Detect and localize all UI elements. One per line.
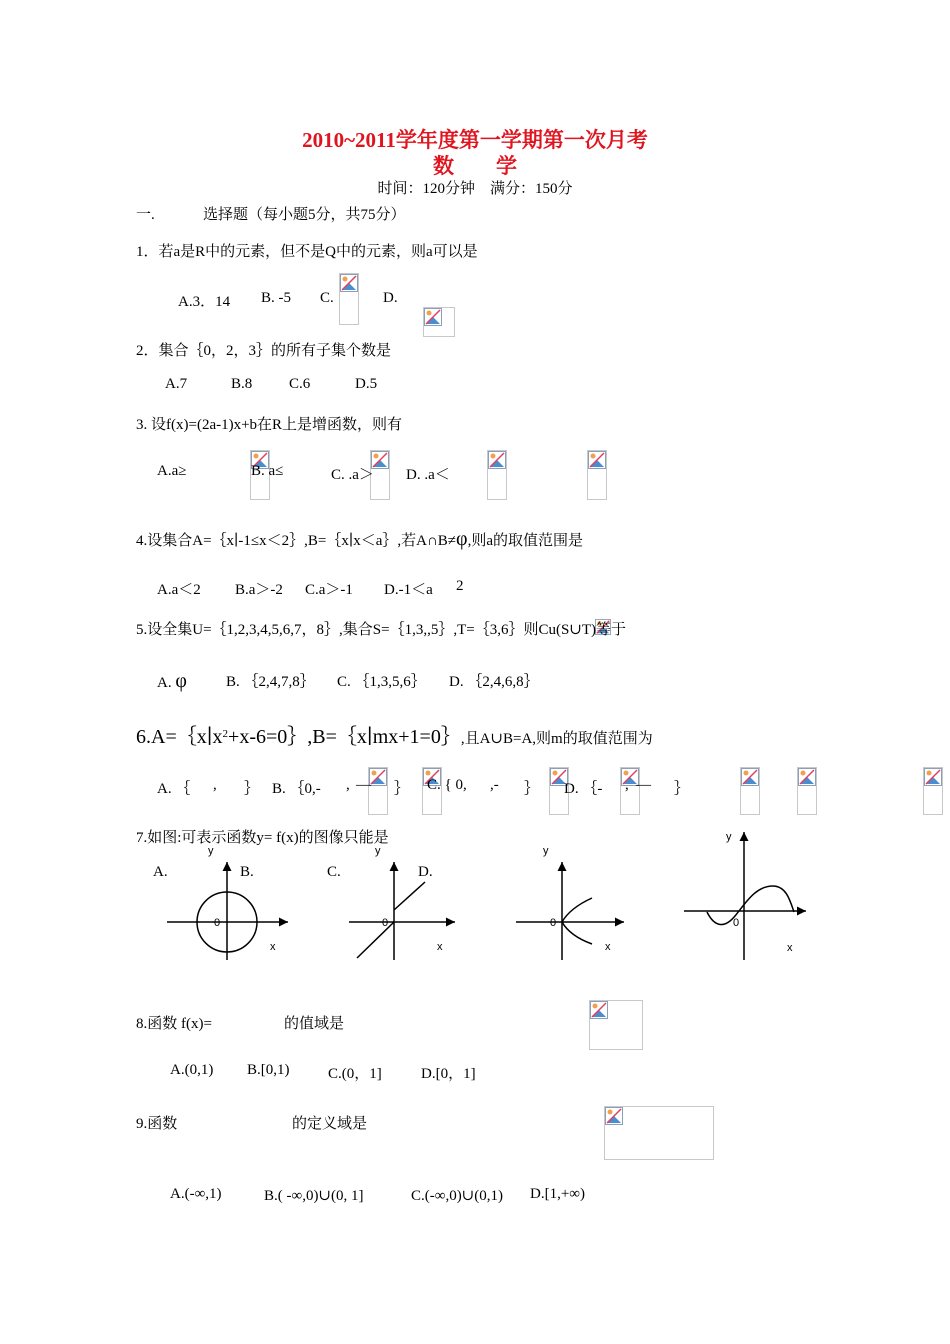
q7-option-d: D.	[418, 864, 433, 880]
q4-stem	[136, 528, 583, 551]
broken-image-icon	[487, 450, 507, 500]
broken-image-icon	[368, 767, 388, 815]
q9-option-a: A.(-∞,1)	[170, 1186, 222, 1202]
q6-option-b-sep: ,	[346, 777, 350, 793]
q9-stem-prefix: 9.函数	[136, 1116, 178, 1132]
q6-stem-part3: ,且A∪B=A,则m的取值范围为	[460, 731, 653, 747]
x-axis-label: x	[787, 942, 793, 954]
phi-symbol: φ	[456, 528, 468, 550]
broken-image-icon	[369, 768, 387, 786]
q6-stem-part2: +x-6=0｝,B=｛x∣mx+1=0｝	[228, 726, 461, 748]
q5-stem: 5.设全集U=｛1,2,3,4,5,6,7，8｝,集合S=｛1,3,,5｝,T=｛3,6｝则Cu(S∪T)等于	[136, 622, 627, 638]
graph-a	[167, 845, 288, 960]
broken-image-icon	[339, 273, 359, 325]
y-axis-label: y	[543, 845, 549, 857]
origin-label: 0	[382, 917, 389, 929]
q6-superscript: 2	[222, 728, 229, 740]
broken-image-icon	[423, 307, 455, 337]
q8-stem-suffix: 的值域是	[284, 1016, 345, 1032]
graph-c	[516, 845, 624, 960]
fraction-dash: —	[356, 777, 371, 793]
time-info: 时间：120分钟 满分：150分	[377, 181, 573, 197]
q7-option-b: B.	[240, 864, 254, 880]
q6-option-c-close: ｝	[524, 781, 540, 797]
exam-title: 2010~2011学年度第一学期第一次月考	[302, 128, 648, 152]
q3-option-c: C. .a＞	[331, 467, 374, 483]
q6-option-a-close: ｝	[244, 781, 260, 797]
broken-image-icon	[924, 768, 942, 786]
q2-option-a: A.7	[165, 376, 188, 392]
origin-label: 0	[550, 917, 557, 929]
q5-option-b: B. ｛2,4,7,8｝	[226, 674, 315, 690]
origin-label: 0	[214, 917, 221, 929]
x-axis-label: x	[270, 941, 276, 953]
q4-option-c: C.a＞-1	[305, 582, 353, 598]
q9-option-b: B.( -∞,0)∪(0, 1]	[264, 1188, 364, 1204]
q9-option-d: D.[1,+∞)	[530, 1186, 585, 1202]
q5-option-c: C. ｛1,3,5,6｝	[337, 674, 426, 690]
q2-option-c: C.6	[289, 376, 311, 392]
q6-stem	[136, 720, 653, 749]
broken-image-icon	[798, 768, 816, 786]
q3-option-b: B. a≤	[251, 463, 284, 479]
q2-option-b: B.8	[231, 376, 253, 392]
broken-image-icon	[605, 1107, 623, 1125]
q7-option-c: C.	[327, 864, 341, 880]
section-number: 一.	[136, 207, 155, 223]
q5-option-d: D. ｛2,4,6,8｝	[449, 674, 539, 690]
phi-symbol: φ	[175, 670, 187, 692]
graph-d	[684, 831, 806, 960]
q8-option-a: A.(0,1)	[170, 1062, 214, 1078]
q5-option-a	[157, 670, 187, 693]
broken-image-icon	[740, 767, 760, 815]
q8-option-d: D.[0，1]	[421, 1066, 476, 1082]
q1-option-b: B. -5	[261, 290, 291, 306]
section-label: 选择题（每小题5分，共75分）	[203, 207, 406, 223]
q4-option-d-suffix: 2	[456, 578, 464, 594]
q8-stem-prefix: 8.函数 f(x)=	[136, 1016, 212, 1032]
q2-option-d: D.5	[355, 376, 378, 392]
q6-option-c-open: C. { 0,	[427, 777, 467, 793]
broken-image-icon	[923, 767, 943, 815]
broken-image-icon	[589, 1000, 643, 1050]
broken-image-icon	[590, 1001, 608, 1019]
broken-image-icon	[588, 451, 606, 469]
broken-image-icon	[797, 767, 817, 815]
q3-option-a: A.a≥	[157, 463, 187, 479]
q6-option-a-sep: ,	[213, 777, 217, 793]
q7-option-a: A.	[153, 864, 168, 880]
y-axis-label: y	[726, 831, 732, 843]
q1-option-a: A.3．14	[178, 294, 231, 310]
q2-stem: 2．集合｛0，2，3｝的所有子集个数是	[136, 343, 392, 359]
q3-option-d: D. .a＜	[406, 467, 450, 483]
q6-option-d-open: D. ｛-	[564, 781, 603, 797]
y-axis-label: y	[375, 845, 381, 857]
q4-option-b: B.a＞-2	[235, 582, 283, 598]
q6-option-d-sep: ,	[625, 777, 629, 793]
broken-image-icon	[604, 1106, 714, 1160]
q8-option-c: C.(0，1]	[328, 1066, 382, 1082]
q6-option-c-sep: ,-	[490, 777, 499, 793]
graph-b	[349, 845, 455, 960]
q5-option-a-label: A.	[157, 675, 172, 691]
y-axis-label: y	[208, 845, 214, 857]
q1-option-d: D.	[383, 290, 398, 306]
q9-stem-suffix: 的定义域是	[292, 1116, 368, 1132]
q6-stem-part1: 6.A=｛x∣x	[136, 726, 223, 748]
q7-graphs	[0, 820, 950, 970]
fraction-dash: —	[636, 777, 651, 793]
x-axis-label: x	[605, 941, 611, 953]
q6-option-b-open: B. ｛0,-	[272, 781, 321, 797]
broken-image-icon	[488, 451, 506, 469]
q4-stem-prefix: 4.设集合A=｛x∣-1≤x＜2｝,B=｛x∣x＜a｝,若A∩B≠	[136, 533, 457, 549]
origin-label: 0	[733, 917, 740, 929]
q4-stem-suffix: ,则a的取值范围是	[467, 533, 583, 549]
subject-title: 数 学	[433, 154, 517, 178]
broken-image-icon	[371, 451, 389, 469]
q4-option-d-prefix: D.-1＜a	[384, 582, 433, 598]
broken-image-icon	[340, 274, 358, 292]
q1-option-c: C.	[320, 290, 334, 306]
q6-option-d-close: ｝	[674, 781, 690, 797]
q6-option-a-open: A. ｛	[157, 781, 191, 797]
q9-option-c: C.(-∞,0)∪(0,1)	[411, 1188, 503, 1204]
broken-image-icon	[741, 768, 759, 786]
q7-stem: 7.如图:可表示函数y= f(x)的图像只能是	[136, 830, 389, 846]
q1-stem: 1．若a是R中的元素，但不是Q中的元素，则a可以是	[136, 244, 478, 260]
broken-image-icon	[424, 308, 442, 326]
q8-option-b: B.[0,1)	[247, 1062, 290, 1078]
q4-option-a: A.a＜2	[157, 582, 201, 598]
q3-stem: 3. 设f(x)=(2a-1)x+b在R上是增函数，则有	[136, 417, 403, 433]
x-axis-label: x	[437, 941, 443, 953]
q6-option-b-close: ｝	[394, 781, 410, 797]
broken-image-icon	[587, 450, 607, 500]
